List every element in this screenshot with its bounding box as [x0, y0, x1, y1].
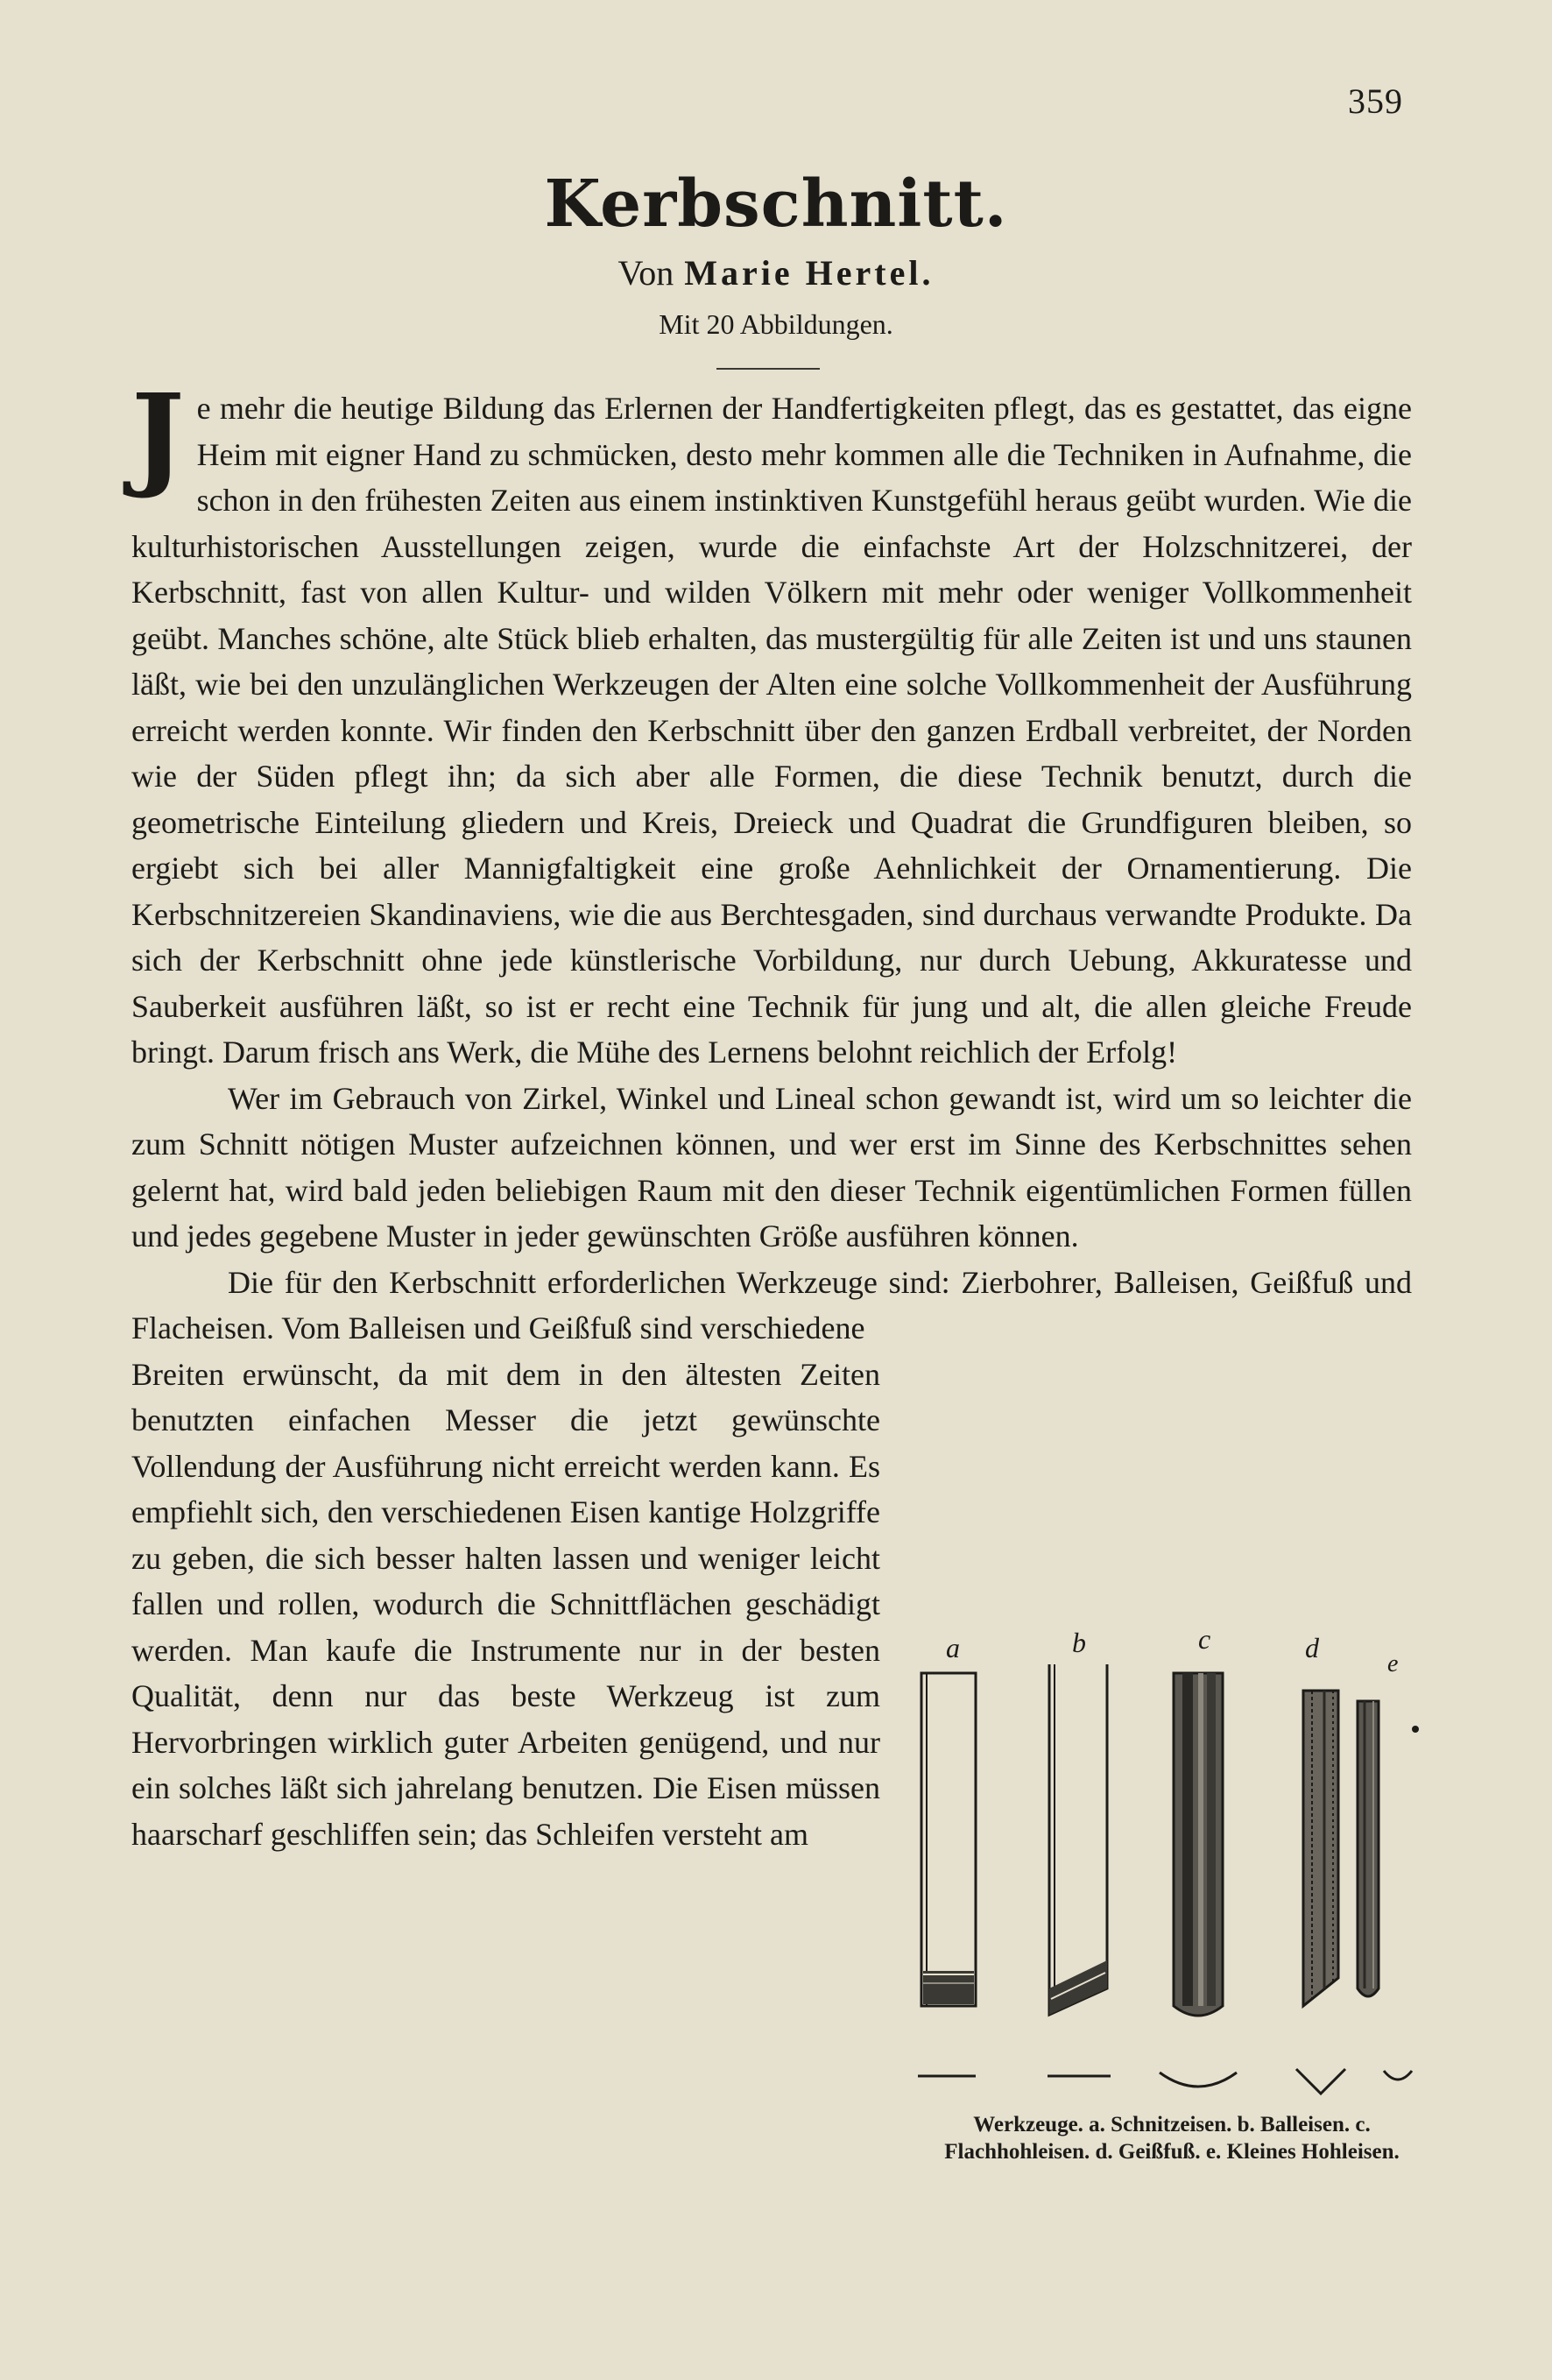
figure-label-b: b [1072, 1627, 1086, 1658]
drop-cap-initial: J [131, 371, 185, 502]
figure-label-c: c [1198, 1623, 1211, 1655]
author-name: Marie Hertel. [684, 253, 935, 293]
paragraph-3: Die für den Kerbschnitt erforderlichen Werkzeuge sind: Zierbohrer, Balleisen, Geißfuß und Flacheisen. Vom Balleisen und Geißfuß sind verschiedene [131, 1264, 1412, 1345]
paragraph-3-wrapped-column: Breiten erwünscht, da mit dem in den ältesten Zeiten benutzten einfachen Messer die jetzt gewünschte Vollendung der Ausführung nicht erreicht werden kann. Es empfiehlt sich, den verschiedenen Eisen kantige Holzgriffe zu geben, die sich besser halten lassen und weniger leicht fallen und rollen, wodurch die Schnittflächen geschädigt werden. Man kaufe die Instrumente nur in der besten Qualität, denn nur das beste Werkzeug ist zum Hervorbringen wirklich guter Arbeiten genügend, und nur ein solches läßt sich jahrelang benutzen. Die Eisen müssen haarscharf geschliffen sein; das Schleifen versteht am [131, 1356, 880, 1852]
tool-c-flachhohleisen [1174, 1673, 1223, 2016]
title-divider [716, 368, 820, 370]
figure-label-a: a [946, 1632, 960, 1663]
article-subtitle: Mit 20 Abbildungen. [659, 308, 893, 340]
byline [0, 252, 1552, 293]
paragraph-1-text: e mehr die heutige Bildung das Erlernen der Handfertigkeiten pflegt, das es gestattet, das eigne Heim mit eigner Hand zu schmücken, desto mehr kommen alle die Techniken in Aufnahme, die schon in den frühesten Zeiten aus einem instinktiven Kunstgefühl heraus geübt wurden. Wie die kulturhistorischen Ausstellungen zeigen, wurde die einfachste Art der Holzschnitzerei, der Kerbschnitt, fast von allen Kultur- und wilden Völkern mit mehr oder weniger Vollkommenheit geübt. Manches schöne, alte Stück blieb erhalten, das mustergültig für alle Zeiten ist und uns staunen läßt, wie bei den unzulänglichen Werkzeugen der Alten eine solche Vollkommenheit der Ausführung erreicht werden konnte. Wir finden den Kerbschnitt über den ganzen Erdball verbreitet, der Norden wie der Süden pflegt ihn; da sich aber alle Formen, die diese Technik benutzt, durch die geometrische Einteilung gliedern und Kreis, Dreieck und Quadrat die Grundfiguren bleiben, so ergiebt sich bei aller Mannigfaltigkeit eine große Aehnlichkeit der Ornamentierung. Die Kerbschnitzereien Skandinaviens, wie die aus Berchtesgaden, sind durchaus verwandte Produkte. Da sich der Kerbschnitt ohne jede künstlerische Vorbildung, nur durch Uebung, Akkuratesse und Sauberkeit ausführen läßt, so ist er recht eine Technik für jung und alt, die allen gleiche Freude bringt. Darum frisch ans Werk, die Mühe des Lernens belohnt reichlich der Erfolg! [131, 391, 1412, 1070]
tool-b-balleisen [1049, 1664, 1107, 2015]
figure-label-d: d [1305, 1632, 1319, 1663]
byline-prefix: Von [617, 253, 674, 293]
article-title: Kerbschnitt. [544, 166, 1008, 242]
tool-d-geissfuss [1303, 1691, 1338, 2006]
tools-illustration [900, 1621, 1443, 2111]
paragraph-1 [131, 371, 1412, 1076]
tool-e-kleines-hohleisen [1358, 1701, 1419, 1996]
tool-profiles [918, 2069, 1412, 2094]
figure-caption: Werkzeuge. a. Schnitzeisen. b. Balleisen. c. Flachhohleisen. d. Geißfuß. e. Kleines Hohleisen. [944, 2113, 1400, 2164]
tools-figure [900, 1621, 1443, 2251]
tool-a-schnitzeisen [921, 1673, 976, 2006]
figure-label-e: e [1387, 1650, 1399, 1677]
page-number: 359 [1348, 81, 1403, 121]
paragraph-2: Wer im Gebrauch von Zirkel, Winkel und Lineal schon gewandt ist, wird um so leichter die zum Schnitt nötigen Muster aufzeichnen können, und wer erst im Sinne des Kerbschnittes sehen gelernt hat, wird bald jeden beliebigen Raum mit den dieser Technik eigentümlichen Formen füllen und jedes gegebene Muster in jeder gewünschten Größe ausführen können. [131, 1080, 1412, 1254]
